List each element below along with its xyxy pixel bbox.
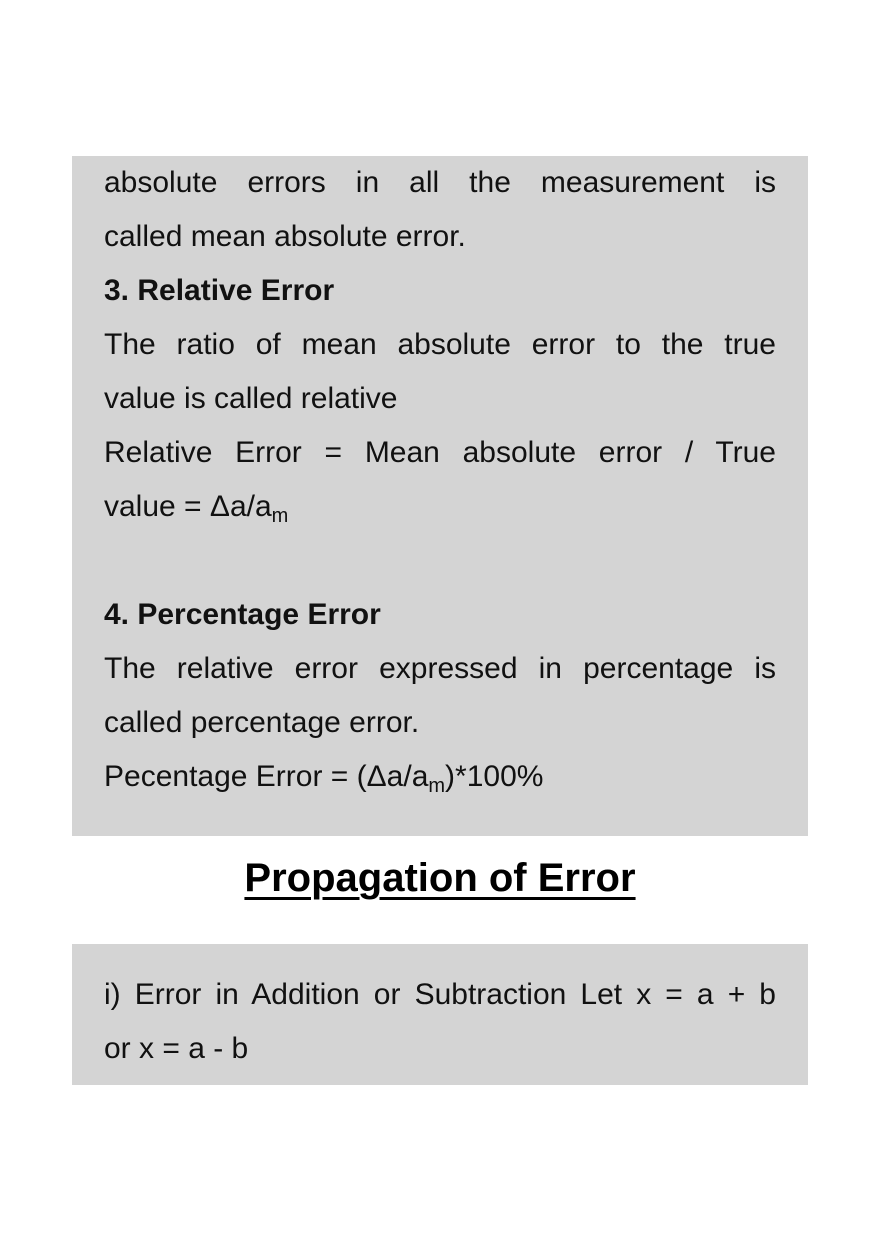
percentage-formula-subscript: m: [428, 775, 446, 797]
relative-formula-subscript: m: [271, 505, 289, 527]
section-title: Propagation of Error: [244, 856, 636, 900]
definitions-panel: [72, 156, 808, 836]
relative-error-formula-line-1: Relative Error = Mean absolute error / True: [104, 436, 776, 469]
percentage-error-formula: [104, 750, 776, 804]
relative-error-definition-line-1: The ratio of mean absolute error to the true: [104, 328, 776, 361]
relative-error-definition-line-2: value is called relative: [104, 382, 398, 415]
percentage-error-definition-line-2: called percentage error.: [104, 706, 420, 739]
percentage-error-heading: 4. Percentage Error: [104, 598, 381, 631]
relative-formula-prefix: value = Δa/a: [104, 490, 272, 523]
percentage-error-definition-line-1: The relative error expressed in percentage is: [104, 652, 776, 685]
mean-absolute-text-line-1: absolute errors in all the measurement is: [104, 166, 776, 199]
relative-error-heading: 3. Relative Error: [104, 274, 335, 307]
percentage-formula-prefix: Pecentage Error = (Δa/a: [104, 760, 429, 793]
addition-subtraction-line-1: i) Error in Addition or Subtraction Let x = a + b: [104, 978, 776, 1011]
addition-subtraction-line-2: or x = a - b: [104, 1032, 249, 1065]
blank-line-spacer: [104, 534, 776, 588]
percentage-formula-suffix: )*100%: [445, 760, 544, 793]
propagation-panel: [72, 944, 808, 1085]
mean-absolute-text-line-2: called mean absolute error.: [104, 220, 466, 253]
relative-error-formula-line-2: [104, 480, 776, 534]
